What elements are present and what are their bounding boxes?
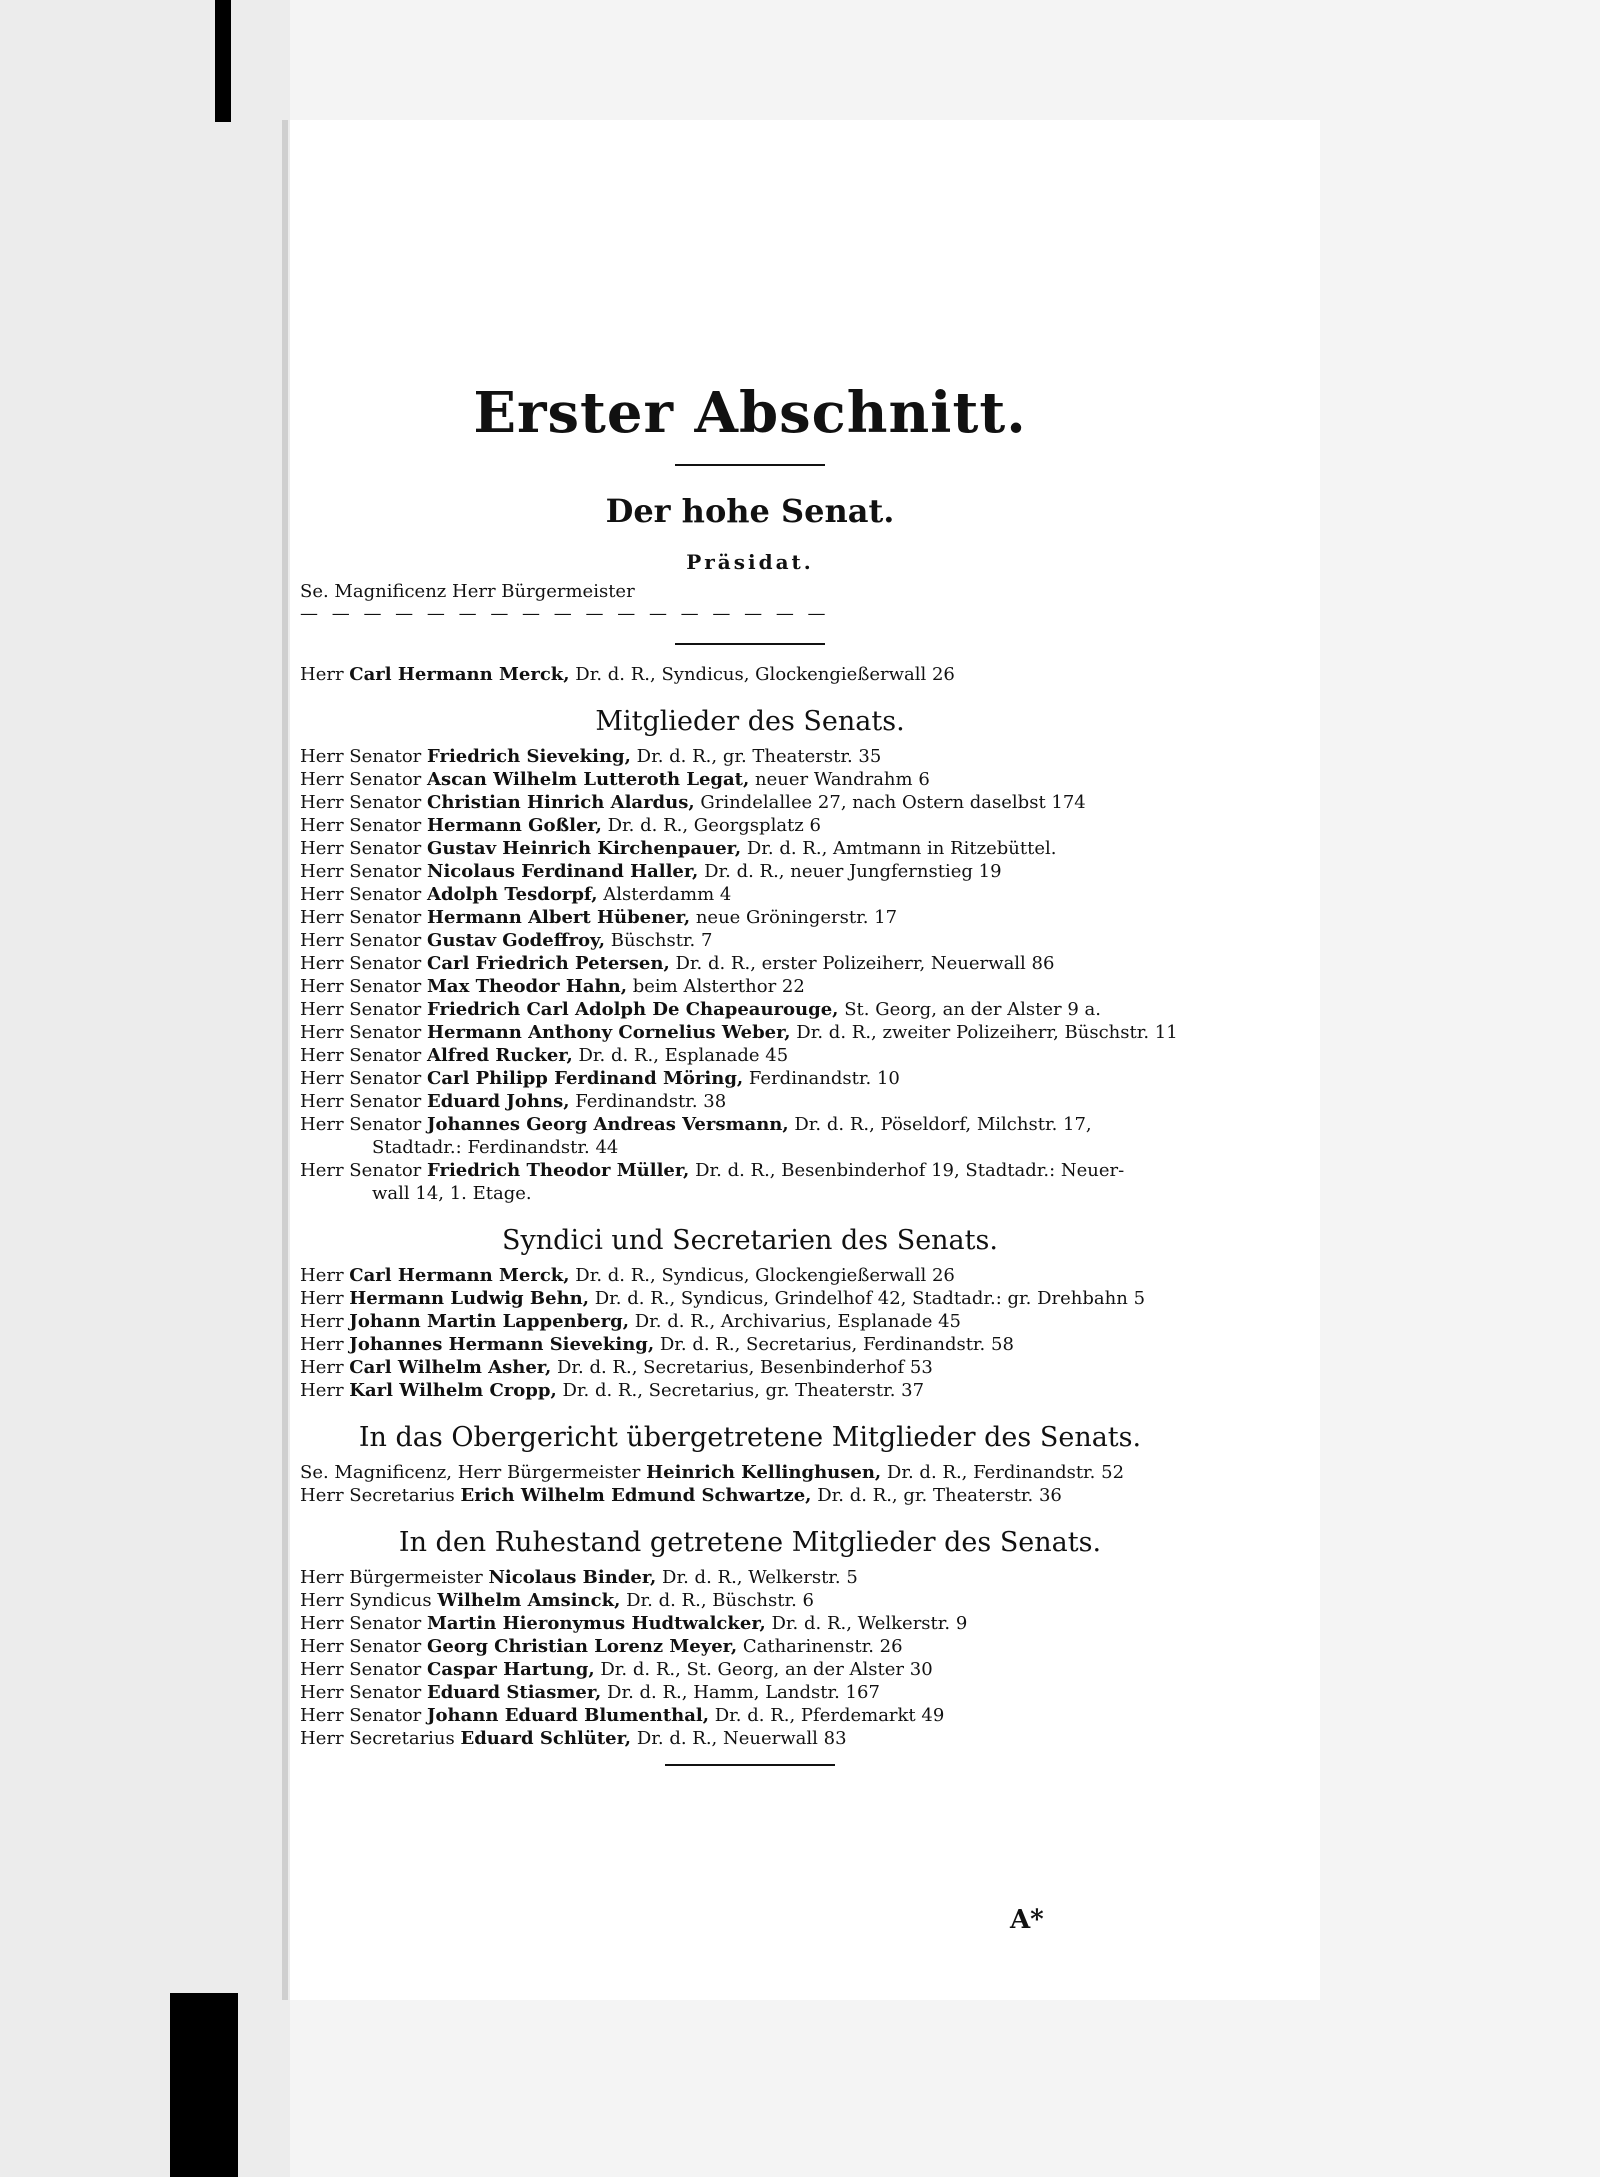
entry-prefix: Herr — [300, 664, 344, 685]
entry-name: Carl Friedrich Petersen, — [427, 953, 670, 974]
entry-details: Büschstr. 7 — [610, 930, 713, 951]
entry-prefix: Herr Senator — [300, 884, 422, 905]
entry-prefix: Herr Senator — [300, 1705, 422, 1726]
entry-prefix: Herr — [300, 1311, 344, 1332]
entry-prefix: Herr Senator — [300, 999, 422, 1020]
entry-prefix: Herr Senator — [300, 976, 422, 997]
entry-prefix: Herr — [300, 1357, 344, 1378]
entry-prefix: Herr — [300, 1265, 344, 1286]
entry-prefix: Herr Senator — [300, 1022, 422, 1043]
list-item — [300, 1379, 1200, 1402]
entry-prefix: Herr Senator — [300, 930, 422, 951]
entry-prefix: Herr Senator — [300, 861, 422, 882]
entry-name: Johannes Hermann Sieveking, — [349, 1334, 655, 1355]
list-item — [300, 1566, 1200, 1589]
entry-details: Grindelallee 27, nach Ostern daselbst 174 — [700, 792, 1086, 813]
entry-name: Max Theodor Hahn, — [427, 976, 627, 997]
entry-details: Dr. d. R., neuer Jungfernstieg 19 — [704, 861, 1002, 882]
entry-name: Friedrich Theodor Müller, — [427, 1160, 690, 1181]
entry-details: Dr. d. R., Secretarius, Ferdinandstr. 58 — [659, 1334, 1014, 1355]
entry-name: Christian Hinrich Alardus, — [427, 792, 695, 813]
entry-prefix: Herr Senator — [300, 1068, 422, 1089]
entry-prefix: Herr — [300, 1288, 344, 1309]
list-item — [300, 1484, 1200, 1507]
entry-name: Friedrich Carl Adolph De Chapeaurouge, — [427, 999, 839, 1020]
page-content — [300, 380, 1200, 1784]
entry-name: Hermann Anthony Cornelius Weber, — [427, 1022, 791, 1043]
entry-prefix: Herr Senator — [300, 1091, 422, 1112]
entry-prefix: Herr Senator — [300, 907, 422, 928]
list-item — [300, 1090, 1200, 1113]
entry-name: Alfred Rucker, — [427, 1045, 573, 1066]
binding-strip-top — [215, 0, 231, 122]
list-item — [300, 883, 1200, 906]
senate-heading: Der hohe Senat. — [605, 492, 895, 530]
entry-details: Dr. d. R., Pöseldorf, Milchstr. 17, — [794, 1114, 1092, 1135]
list-item — [300, 1635, 1200, 1658]
entry-prefix: Herr Bürgermeister — [300, 1567, 483, 1588]
entry-name: Gustav Heinrich Kirchenpauer, — [427, 838, 742, 859]
entry-details: Dr. d. R., Ferdinandstr. 52 — [886, 1462, 1125, 1483]
entry-prefix: Herr Secretarius — [300, 1728, 455, 1749]
entry-prefix: Herr Senator — [300, 953, 422, 974]
list-item — [300, 1589, 1200, 1612]
list-item — [300, 1704, 1200, 1727]
entry-name: Johann Martin Lappenberg, — [349, 1311, 629, 1332]
entry-name: Eduard Stiasmer, — [427, 1682, 602, 1703]
divider — [675, 464, 825, 466]
entry-details: Dr. d. R., Amtmann in Ritzebüttel. — [746, 838, 1057, 859]
entry-details: Alsterdamm 4 — [603, 884, 732, 905]
entry-prefix: Se. Magnificenz, Herr Bürgermeister — [300, 1462, 641, 1483]
section-heading: In das Obergericht übergetretene Mitglieder des Senats. — [358, 1422, 1142, 1453]
list-item — [300, 1287, 1200, 1310]
entry-name: Carl Hermann Merck, — [349, 664, 570, 685]
entry-prefix: Herr Senator — [300, 1613, 422, 1634]
entry-details: Dr. d. R., Syndicus, Glockengießerwall 26 — [575, 664, 955, 685]
list-item — [300, 952, 1200, 975]
entry-details: Dr. d. R., Pferdemarkt 49 — [714, 1705, 945, 1726]
entry-name: Hermann Goßler, — [427, 815, 602, 836]
entry-prefix: Herr Secretarius — [300, 1485, 455, 1506]
entry-prefix: Herr Senator — [300, 1682, 422, 1703]
list-item — [300, 1021, 1200, 1044]
entry-name: Carl Wilhelm Asher, — [349, 1357, 552, 1378]
entry-continuation: wall 14, 1. Etage. — [372, 1183, 532, 1204]
syndicus-line — [300, 663, 1200, 686]
list-item — [300, 1113, 1200, 1136]
entry-details: Catharinenstr. 26 — [742, 1636, 903, 1657]
list-item — [300, 929, 1200, 952]
praesidat-line: Se. Magnificenz Herr Bürgermeister — [300, 581, 635, 602]
entry-prefix: Herr Senator — [300, 838, 422, 859]
list-item — [300, 860, 1200, 883]
entry-prefix: Herr Senator — [300, 1636, 422, 1657]
entry-name: Heinrich Kellinghusen, — [646, 1462, 882, 1483]
entry-name: Eduard Johns, — [427, 1091, 570, 1112]
entry-name: Nicolaus Binder, — [488, 1567, 657, 1588]
entry-name: Johannes Georg Andreas Versmann, — [427, 1114, 789, 1135]
entry-details: Dr. d. R., Georgsplatz 6 — [607, 815, 821, 836]
list-item — [300, 1310, 1200, 1333]
page-title: Erster Abschnitt. — [473, 380, 1027, 446]
entry-details: neuer Wandrahm 6 — [755, 769, 930, 790]
entry-prefix: Herr Senator — [300, 792, 422, 813]
entry-name: Martin Hieronymus Hudtwalcker, — [427, 1613, 766, 1634]
entry-name: Georg Christian Lorenz Meyer, — [427, 1636, 738, 1657]
entry-details: Dr. d. R., Secretarius, gr. Theaterstr. 37 — [562, 1380, 925, 1401]
entry-details: Dr. d. R., Welkerstr. 5 — [662, 1567, 858, 1588]
list-item — [300, 1658, 1200, 1681]
entry-details: Dr. d. R., Welkerstr. 9 — [771, 1613, 968, 1634]
list-item — [300, 1727, 1200, 1750]
entry-name: Karl Wilhelm Cropp, — [349, 1380, 557, 1401]
entry-name: Adolph Tesdorpf, — [427, 884, 598, 905]
entry-prefix: Herr Senator — [300, 1114, 422, 1135]
list-item — [300, 1681, 1200, 1704]
entry-details: Dr. d. R., gr. Theaterstr. 35 — [636, 746, 882, 767]
entry-name: Caspar Hartung, — [427, 1659, 595, 1680]
adjacent-page — [0, 0, 290, 2177]
list-item — [300, 768, 1200, 791]
entry-prefix: Herr — [300, 1334, 344, 1355]
entry-name: Friedrich Sieveking, — [427, 746, 631, 767]
entry-name: Carl Philipp Ferdinand Möring, — [427, 1068, 744, 1089]
entry-details: Dr. d. R., Besenbinderhof 19, Stadtadr.: Neuer- — [695, 1160, 1125, 1181]
sections — [300, 706, 1200, 1750]
section-heading: In den Ruhestand getretene Mitglieder des Senats. — [398, 1527, 1102, 1558]
section-heading: Mitglieder des Senats. — [595, 706, 905, 737]
divider — [675, 643, 825, 645]
entry-prefix: Herr — [300, 1380, 344, 1401]
signature-mark: A* — [1010, 1905, 1044, 1935]
list-item — [300, 1333, 1200, 1356]
entry-details: Dr. d. R., erster Polizeiherr, Neuerwall 86 — [675, 953, 1055, 974]
entry-name: Hermann Albert Hübener, — [427, 907, 691, 928]
entry-prefix: Herr Syndicus — [300, 1590, 432, 1611]
binding-strip-bottom — [170, 1993, 238, 2177]
page-edge — [282, 120, 288, 2000]
list-item — [300, 837, 1200, 860]
list-item — [300, 791, 1200, 814]
list-item — [300, 745, 1200, 768]
entry-details: Ferdinandstr. 38 — [575, 1091, 727, 1112]
entry-prefix: Herr Senator — [300, 815, 422, 836]
list-item — [300, 1461, 1200, 1484]
list-item — [300, 906, 1200, 929]
entry-name: Wilhelm Amsinck, — [437, 1590, 621, 1611]
entry-prefix: Herr Senator — [300, 1160, 422, 1181]
entry-name: Johann Eduard Blumenthal, — [427, 1705, 709, 1726]
list-item — [300, 1264, 1200, 1287]
list-item — [300, 1356, 1200, 1379]
entry-name: Hermann Ludwig Behn, — [349, 1288, 590, 1309]
list-item — [300, 1044, 1200, 1067]
entry-details: Dr. d. R., Archivarius, Esplanade 45 — [634, 1311, 962, 1332]
list-item — [300, 1067, 1200, 1090]
entry-name: Ascan Wilhelm Lutteroth Legat, — [427, 769, 750, 790]
entry-details: Dr. d. R., Secretarius, Besenbinderhof 53 — [556, 1357, 933, 1378]
entry-details: Ferdinandstr. 10 — [748, 1068, 900, 1089]
entry-details: neue Gröningerstr. 17 — [695, 907, 898, 928]
entry-details: Dr. d. R., Syndicus, Glockengießerwall 26 — [575, 1265, 955, 1286]
list-item — [300, 814, 1200, 837]
entry-details: Dr. d. R., gr. Theaterstr. 36 — [817, 1485, 1062, 1506]
praesidat-heading: Präsidat. — [686, 550, 814, 574]
entry-continuation: Stadtadr.: Ferdinandstr. 44 — [372, 1137, 619, 1158]
list-item — [300, 1612, 1200, 1635]
divider — [665, 1764, 835, 1766]
entry-name: Eduard Schlüter, — [460, 1728, 632, 1749]
entry-details: Dr. d. R., zweiter Polizeiherr, Büschstr. 11 — [796, 1022, 1178, 1043]
section-heading: Syndici und Secretarien des Senats. — [502, 1225, 998, 1256]
entry-name: Erich Wilhelm Edmund Schwartze, — [460, 1485, 812, 1506]
list-item — [300, 975, 1200, 998]
entry-details: Dr. d. R., St. Georg, an der Alster 30 — [600, 1659, 933, 1680]
entry-details: Dr. d. R., Büschstr. 6 — [626, 1590, 815, 1611]
list-item — [300, 998, 1200, 1021]
entry-prefix: Herr Senator — [300, 769, 422, 790]
entry-prefix: Herr Senator — [300, 1659, 422, 1680]
entry-name: Carl Hermann Merck, — [349, 1265, 570, 1286]
entry-details: Dr. d. R., Esplanade 45 — [578, 1045, 789, 1066]
entry-details: Dr. d. R., Neuerwall 83 — [636, 1728, 847, 1749]
entry-prefix: Herr Senator — [300, 1045, 422, 1066]
praesidat-dashes: — — — — — — — — — — — — — — — — — — [300, 603, 830, 624]
entry-name: Gustav Godeffroy, — [427, 930, 605, 951]
entry-details: Dr. d. R., Syndicus, Grindelhof 42, Stadtadr.: gr. Drehbahn 5 — [594, 1288, 1146, 1309]
entry-details: St. Georg, an der Alster 9 a. — [844, 999, 1102, 1020]
entry-prefix: Herr Senator — [300, 746, 422, 767]
list-item — [300, 1159, 1200, 1182]
entry-details: beim Alsterthor 22 — [632, 976, 805, 997]
entry-details: Dr. d. R., Hamm, Landstr. 167 — [607, 1682, 880, 1703]
entry-name: Nicolaus Ferdinand Haller, — [427, 861, 699, 882]
